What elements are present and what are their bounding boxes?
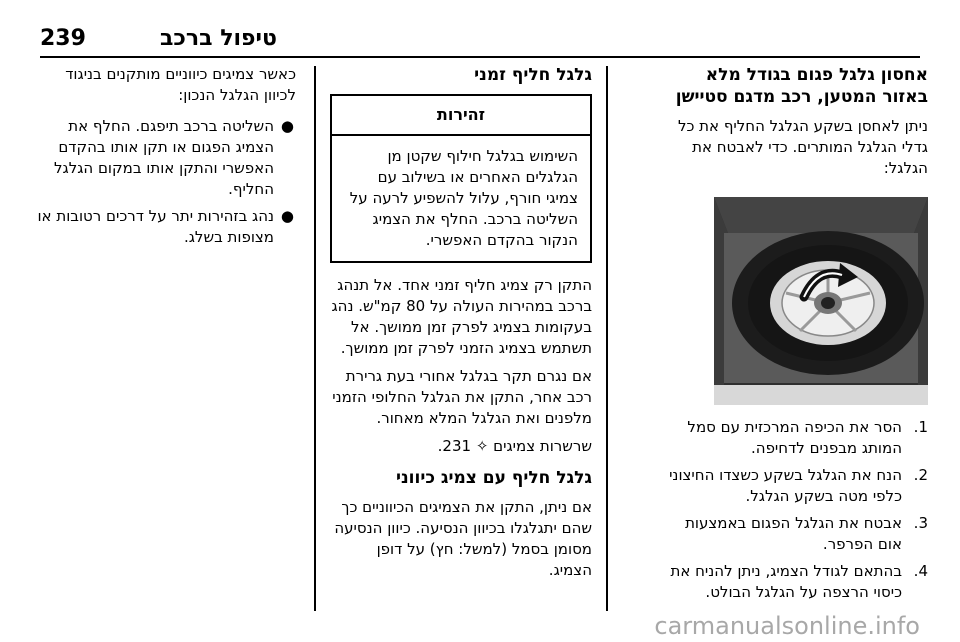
page-header: [40, 26, 920, 58]
cross-reference: שרשרות צמיגים ✧ 231.: [437, 437, 592, 455]
page-number: 239: [40, 26, 86, 51]
temporary-spare-heading: גלגל חליף זמני: [474, 65, 592, 85]
column-right: [668, 64, 928, 609]
directional-warnings: [34, 116, 296, 248]
stowage-intro: ניתן לאחסן בשקע הגלגל החליף את כל גדלי הגלגל המותרים. כדי לאבטח את הגלגל:: [677, 117, 928, 177]
list-item: ● השליטה ברכב תיפגם. החלף את הצמיג הפגום או תקן אותו בהקדם האפשרי והתקן אותו במקום הגלגל החליף.: [53, 117, 294, 198]
list-item: 3. אבטח את הגלגל הפגום באמצעות אום הפרפר.: [685, 514, 928, 553]
caution-text: השימוש בגלגל חילוף שקטן מן הגלגלים האחרים או בשילוב עם צמיגי חורף, עלול להשפיע לרעה על השליטה ברכב. החלף את הצמיג הנקור בהקדם האפשרי.: [349, 147, 578, 249]
spare-wheel-well-illustration: [714, 197, 928, 405]
spare-wheel-stowage-heading: אחסון גלגל פגום בגודל מלא באזור המטען, רכב מדגם סטיישן: [675, 65, 928, 107]
stowage-steps: [668, 417, 928, 603]
paragraph: אם נגרם תקר בגלגל אחורי בעת גרירת רכב אחר, התקן את הגלגל החלופי הזמני מלפנים ואת הגלגל המלא מאחור.: [332, 367, 592, 427]
paragraph: התקן רק צמיג חליף זמני אחד. אל תנהג ברכב במהירות העולה על 80 קמ"ש. נהג בעקומות בצמיג לפרק זמן ממושך. אל תשתמש בצמיג הזמני לפרק זמן ממושך.: [331, 276, 592, 357]
caution-box: [330, 94, 592, 263]
paragraph: אם ניתן, התקן את הצמיגים הכיווניים כך שהם יתגלגלו בכיוון הנסיעה. כיוון הנסיעה מסומן בסמל (למשל: חץ) על דופן הצמיג.: [334, 498, 592, 579]
caution-title: זהירות: [332, 96, 590, 136]
directional-intro: כאשר צמיגים כיווניים מותקנים בניגוד לכיוון הגלגל הנכון:: [65, 65, 296, 104]
column-divider: [606, 66, 608, 611]
list-item: ● נהג בזהירות יתר על דרכים רטובות או מצופות בשלג.: [37, 207, 294, 246]
column-left: [34, 64, 296, 254]
list-item: 1. הסר את הכיפה המרכזית עם סמל המותג מבפנים לדחיפה.: [687, 418, 928, 457]
list-item: 4. בהתאם לגודל הצמיג, ניתן להניח את כיסוי הרצפה על הגלגל הבולט.: [670, 562, 928, 601]
column-middle: [330, 64, 592, 588]
list-item: 2. הנח את הגלגל בשקע כשצדו החיצוני כלפי מטה בשקע הגלגל.: [669, 466, 928, 505]
column-divider: [314, 66, 316, 611]
watermark: carmanualsonline.info: [654, 612, 920, 640]
directional-tyre-heading: גלגל חליף עם צמיג כיווני: [395, 468, 592, 488]
section-title: טיפול ברכב: [160, 26, 277, 51]
